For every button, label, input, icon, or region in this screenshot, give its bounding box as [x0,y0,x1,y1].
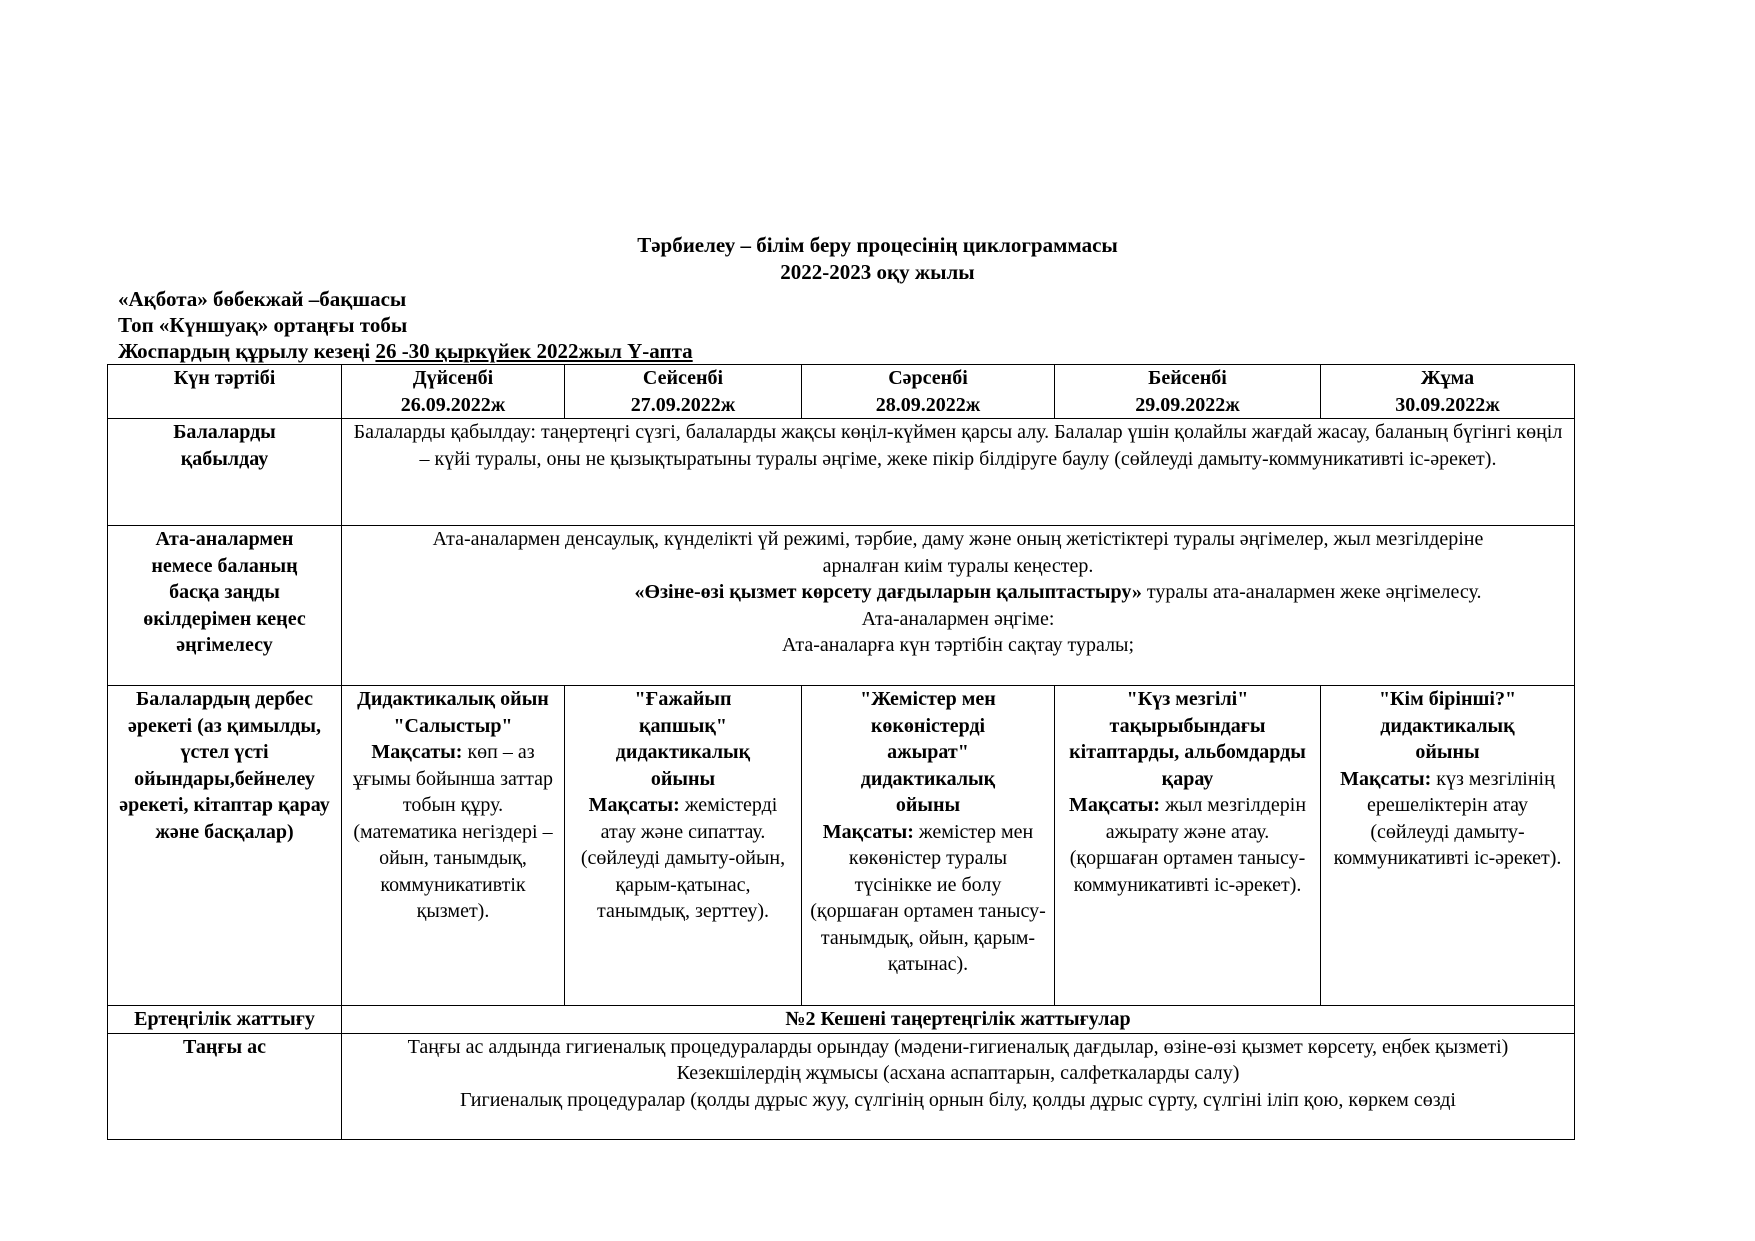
header-day-monday: Дүйсенбі 26.09.2022ж [342,365,565,419]
reception-text: Балаларды қабылдау: таңертеңгі сүзгі, балаларды жақсы көңіл-күймен қарсы алу. Балалар үшін қолайлы жағдай жасау, баланың бүгінгі көңіл – күйі туралы, оны не қызықтыратыны туралы әңгіме, жеке пікір білдіруге баулу (сөйлеуді дамыту-коммуникативті іс-әрекет). [342,419,1575,526]
table-row [108,419,1575,526]
header-day-wednesday: Сәрсенбі 28.09.2022ж [802,365,1055,419]
breakfast-text: Таңғы ас алдында гигиеналық процедураларды орындау (мәдени-гигиеналық дағдылар, өзіне-өзі қызмет көрсету, еңбек қызметі) Кезекшілердің жұмысы (асхана аспаптарын, салфеткаларды салу) Гигиеналық процедуралар (қолды дұрыс жуу, сүлгінің орнын білу, қолды дұрыс сүрту, сүлгіні іліп қою, көркем сөзді [342,1033,1575,1139]
planning-period [118,338,693,364]
table-row [108,686,1575,1006]
header-schedule-cell: Күн тәртібі [108,365,342,419]
activity-wednesday: "Жемістер мен көкөністерді ажырат" дидактикалық ойыны Мақсаты: жемістер мен көкөністер туралы түсінікке ие болу (қоршаған ортамен танысу-танымдық, ойын, қарым-қатынас). [802,686,1055,1006]
header-day-thursday: Бейсенбі 29.09.2022ж [1055,365,1321,419]
header-day-friday: Жұма 30.09.2022ж [1321,365,1575,419]
kindergarten-name: «Ақбота» бөбекжай –бақшасы [118,287,407,311]
activity-monday: Дидактикалық ойын "Салыстыр" Мақсаты: көп – аз ұғымы бойынша заттар тобын құру. (математика негіздері – ойын, танымдық, коммуникативтік қызмет). [342,686,565,1006]
row-label-exercise: Ертеңгілік жаттығу [108,1006,342,1034]
table-header-row [108,365,1575,419]
document-title: Тәрбиелеу – білім беру процесінің циклограммасы [637,233,1118,257]
exercise-text: №2 Кешені таңертеңгілік жаттығулар [342,1006,1575,1034]
parents-text: Ата-аналармен денсаулық, күнделікті үй режимі, тәрбие, даму және оның жетістіктері туралы әңгімелер, жыл мезгілдеріне арналған киім туралы кеңестер. «Өзіне-өзі қызмет көрсету дағдыларын қалыптастыру» туралы ата-аналармен жеке әңгімелесу. Ата-аналармен әңгіме: Ата-аналарға күн тәртібін сақтау туралы; [342,526,1575,686]
table-row [108,526,1575,686]
row-label-breakfast: Таңғы ас [108,1033,342,1139]
planning-period-value: 26 -30 қыркүйек 2022жыл Ү-апта [375,339,693,363]
schedule-table [107,364,1575,1140]
planning-period-label: Жоспардың құрылу кезеңі [118,339,376,363]
activity-tuesday: "Ғажайып қапшық" дидактикалық ойыны Мақсаты: жемістерді атау және сипаттау. (сөйлеуді дамыту-ойын, қарым-қатынас, танымдық, зерттеу). [565,686,802,1006]
row-label-reception: Балаларды қабылдау [108,419,342,526]
table-row [108,1033,1575,1139]
academic-year: 2022-2023 оқу жылы [780,260,975,284]
row-label-parents: Ата-аналармен немесе баланың басқа заңды өкілдерімен кеңес әңгімелесу [108,526,342,686]
group-name: Топ «Күншуақ» ортаңғы тобы [118,313,408,337]
row-label-activity: Балалардың дербес әрекеті (аз қимылды, үстел үсті ойындары,бейнелеу әрекеті, кітаптар қарау және басқалар) [108,686,342,1006]
activity-thursday: "Күз мезгілі" тақырыбындағы кітаптарды, альбомдарды қарау Мақсаты: жыл мезгілдерін ажырату және атау. (қоршаған ортамен танысу-коммуникативті іс-әрекет). [1055,686,1321,1006]
activity-friday: "Кім бірінші?" дидактикалық ойыны Мақсаты: күз мезгілінің ерешеліктерін атау (сөйлеуді дамыту-коммуникативті іс-әрекет). [1321,686,1575,1006]
table-row [108,1006,1575,1034]
header-day-tuesday: Сейсенбі 27.09.2022ж [565,365,802,419]
